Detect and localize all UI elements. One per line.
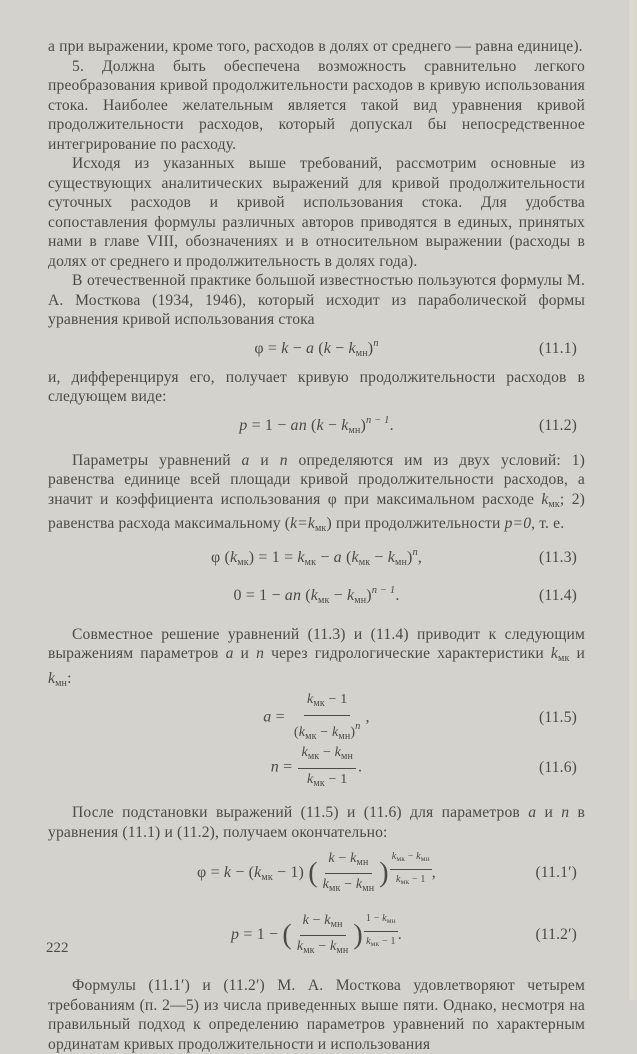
equation-number: (11.2′) — [535, 926, 577, 944]
equation-number: (11.4) — [539, 586, 577, 604]
equation-number: (11.1′) — [535, 864, 577, 882]
page-number: 222 — [46, 940, 69, 956]
equation-number: (11.1) — [539, 339, 577, 357]
formula-11-4-expr: 0 = 1 − an $(k_{мк} - k_{мн})^{n - 1}$. — [233, 584, 400, 606]
equation-number: (11.3) — [539, 548, 577, 566]
paragraph-mostkov-intro: В отечественной практике большой известностью пользуются формулы М. А. Мосткова (1934, 1946), который исходит из параболической формы уравнения кривой использования стока — [48, 272, 585, 328]
formula-11-3-expr: φ $(k_{мк}) = 1 = k_{мк} - a$ $(k_{мк} - k_{мн})^n$, — [211, 546, 422, 568]
equation-number: (11.2) — [539, 416, 577, 434]
formula-11-5 — [48, 693, 585, 743]
formula-11-4 — [48, 577, 585, 615]
page-edge — [627, 0, 637, 1000]
formula-11-2-prime-expr: p = 1 − ( $\frac{k - k_{мн}}{k_{мк} - k_{мн}}$ ) $1 - k_{мн}$ $k_{мк} - 1$ . — [231, 909, 402, 960]
formula-11-1-expr: φ = k − a $(k - k_{мн})^n$ — [254, 337, 379, 359]
equation-number: (11.5) — [539, 709, 577, 727]
equation-number: (11.6) — [539, 759, 577, 777]
formula-11-1 — [48, 330, 585, 368]
paragraph-substitution: После подстановки выражений (11.5) и (11.6) для параметров a и n в уравнения (11.1) и (11.2), получаем окончательно: — [48, 804, 585, 841]
formula-11-6 — [48, 743, 585, 793]
formula-11-6-expr: n = $\frac{k_{мк} - k_{мн}}{k_{мк} - 1}$ . — [270, 745, 363, 789]
paragraph-parameters: Параметры уравнений a и n определяются им из двух условий: 1) равенства единице всей площади кривой продолжительности расходов, а значит и коэффициента использования φ при максимальном расходе $k_{мк}$; 2) равенства расхода максимальному $(k=k_{мк})$ при продолжительности p=0, т. е. — [48, 451, 586, 534]
formula-11-1-prime — [48, 842, 585, 904]
formula-11-2-prime — [48, 904, 585, 966]
formula-11-5-expr: a = $\frac{k_{мк} - 1}{(k_{мк} - k_{мн})^n}$ , — [263, 692, 370, 742]
paragraph-joint-solution: Совместное решение уравнений (11.3) и (11.4) приводит к следующим выражениям параметров a и n через гидрологические характеристики $k_{мк}$ и $k_{мн}$: — [48, 625, 585, 689]
paragraph-continuation: а при выражении, кроме того, расходов в долях от среднего — равна единице). — [48, 38, 583, 55]
formula-11-3 — [48, 539, 585, 577]
paragraph-requirement-5: 5. Должна быть обеспечена возможность сравнительно легкого преобразования кривой продолжительности расходов в кривую использования стока. Наиболее желательным является такой вид уравнения кривой продолжительности расходов, который допускал бы непосредственное интегрирование по расходу. — [48, 57, 585, 153]
paragraph-requirements-intro: Исходя из указанных выше требований, рассмотрим основные из существующих аналитических выражений для кривой продолжительности суточных расходов и кривой использования стока. Для удобства сопоставления формулы различных авторов приводятся в единых, принятых нами в главе VIII, обозначениях и в относительном выражении (расходы в долях от среднего и продолжительность в долях года). — [48, 155, 585, 270]
formula-11-2-expr: p = 1 − an $(k - k_{мн})^{n - 1}$. — [239, 414, 394, 436]
formula-11-2 — [48, 407, 585, 445]
paragraph-differentiate: и, дифференцируя его, получает кривую продолжительности расходов в следующем виде: — [48, 368, 585, 405]
formula-11-1-prime-expr: $\varphi = k - (k_{мк} - 1)$ ( $\frac{k - k_{мн}}{k_{мк} - k_{мн}}$ ) $k_{мк} - k_{мн}$ $k_{мк} - 1$ , — [197, 847, 436, 898]
paragraph-evaluation: Формулы (11.1′) и (11.2′) М. А. Мосткова удовлетворяют четырем требованиям (п. 2—5) из числа приведенных выше пяти. Однако, несмотря на правильный подход к определению параметров уравнений по характерным ординатам кривых продолжительности и использования — [48, 977, 585, 1053]
page-body — [48, 37, 585, 1054]
